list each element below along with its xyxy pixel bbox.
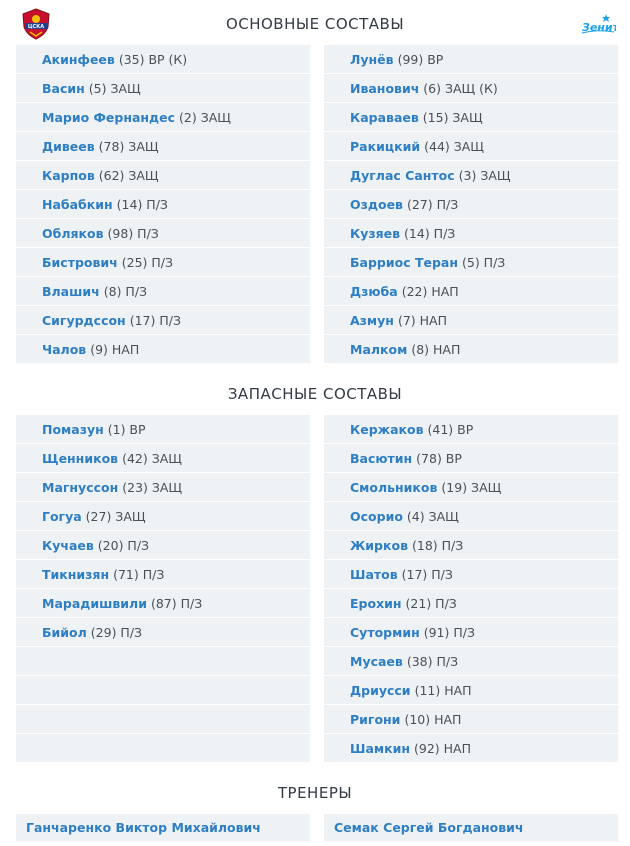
player-name[interactable]: Сигурдссон: [42, 313, 126, 328]
player-meta: (11) НАП: [414, 683, 472, 698]
player-name[interactable]: Обляков: [42, 226, 104, 241]
player-name[interactable]: Осорио: [350, 509, 403, 524]
player-meta: (8) НАП: [411, 342, 461, 357]
player-row[interactable]: [324, 45, 618, 74]
svg-text:Зенит: Зенит: [582, 21, 616, 34]
starting-lineups-title: ОСНОВНЫЕ СОСТАВЫ: [225, 15, 405, 33]
coach-home-name: Ганчаренко Виктор Михайлович: [26, 820, 261, 835]
player-name[interactable]: Гогуа: [42, 509, 82, 524]
player-row[interactable]: [16, 45, 310, 74]
player-name[interactable]: Магнуссон: [42, 480, 119, 495]
player-meta: (9) НАП: [90, 342, 140, 357]
player-meta: (18) П/З: [412, 538, 464, 553]
player-row[interactable]: [324, 415, 618, 444]
player-name[interactable]: Акинфеев: [42, 52, 115, 67]
player-row[interactable]: [324, 306, 618, 335]
player-row: [16, 676, 310, 705]
player-row[interactable]: [16, 248, 310, 277]
player-meta: (17) П/З: [401, 567, 453, 582]
player-name[interactable]: Ригони: [350, 712, 401, 727]
player-row[interactable]: [16, 415, 310, 444]
player-meta: (4) ЗАЩ: [406, 509, 459, 524]
player-name[interactable]: Помазун: [42, 422, 104, 437]
starting-home-list: [16, 45, 310, 364]
player-row[interactable]: [324, 473, 618, 502]
player-row[interactable]: [324, 190, 618, 219]
player-name[interactable]: Дивеев: [42, 139, 95, 154]
player-name[interactable]: Дриусси: [350, 683, 411, 698]
player-name[interactable]: Васин: [42, 81, 85, 96]
player-name[interactable]: Оздоев: [350, 197, 403, 212]
player-meta: (98) П/З: [107, 226, 159, 241]
player-meta: (5) ЗАЩ: [88, 81, 141, 96]
player-row[interactable]: [16, 306, 310, 335]
player-row[interactable]: [324, 132, 618, 161]
player-row[interactable]: [16, 132, 310, 161]
player-meta: (17) П/З: [129, 313, 181, 328]
player-name[interactable]: Щенников: [42, 451, 119, 466]
player-meta: (87) П/З: [150, 596, 203, 611]
player-row[interactable]: [324, 277, 618, 306]
player-row[interactable]: [324, 618, 618, 647]
player-row[interactable]: [16, 531, 310, 560]
player-name[interactable]: Марио Фернандес: [42, 110, 176, 125]
player-meta: (8) П/З: [103, 284, 148, 299]
zenit-logo-icon: [580, 12, 616, 36]
player-name[interactable]: Дзюба: [350, 284, 398, 299]
player-meta: (7) НАП: [397, 313, 447, 328]
player-meta: (22) НАП: [401, 284, 459, 299]
player-meta: (14) П/З: [116, 197, 168, 212]
player-name[interactable]: Бистрович: [42, 255, 118, 270]
player-meta: (20) П/З: [97, 538, 150, 553]
player-row[interactable]: [16, 74, 310, 103]
player-row: [16, 734, 310, 763]
player-name[interactable]: Мусаев: [350, 654, 403, 669]
player-name[interactable]: Влашич: [42, 284, 100, 299]
player-name[interactable]: Смольников: [350, 480, 438, 495]
player-name[interactable]: Шамкин: [350, 741, 410, 756]
player-name[interactable]: Васютин: [350, 451, 413, 466]
subs-home-list: [16, 415, 310, 763]
player-row[interactable]: [16, 560, 310, 589]
player-name[interactable]: Барриос Теран: [350, 255, 458, 270]
player-meta: (27) ЗАЩ: [85, 509, 146, 524]
player-row[interactable]: [324, 647, 618, 676]
coach-away[interactable]: [324, 814, 618, 841]
player-name[interactable]: Чалов: [42, 342, 87, 357]
player-meta: (5) П/З: [462, 255, 506, 270]
player-name[interactable]: Жирков: [350, 538, 408, 553]
player-name[interactable]: Карпов: [42, 168, 95, 183]
player-row[interactable]: [324, 560, 618, 589]
player-meta: (71) П/З: [113, 567, 165, 582]
player-meta: (14) П/З: [404, 226, 456, 241]
player-name[interactable]: Дуглас Сантос: [350, 168, 455, 183]
player-row[interactable]: [16, 219, 310, 248]
starting-away-list: [324, 45, 618, 364]
player-name[interactable]: Кержаков: [350, 422, 424, 437]
player-meta: (1) ВР: [107, 422, 146, 437]
player-row[interactable]: [324, 676, 618, 705]
player-name[interactable]: Шатов: [350, 567, 398, 582]
player-row[interactable]: [324, 248, 618, 277]
player-meta: (21) П/З: [405, 596, 457, 611]
player-name[interactable]: Бийол: [42, 625, 87, 640]
player-row[interactable]: [16, 502, 310, 531]
player-meta: (3) ЗАЩ: [458, 168, 511, 183]
player-name[interactable]: Кучаев: [42, 538, 94, 553]
player-name[interactable]: Малком: [350, 342, 408, 357]
svg-text:ЦСКА: ЦСКА: [27, 24, 45, 30]
player-meta: (91) П/З: [423, 625, 475, 640]
player-row[interactable]: [16, 589, 310, 618]
coach-home[interactable]: [16, 814, 310, 841]
player-row[interactable]: [324, 531, 618, 560]
player-row[interactable]: [16, 618, 310, 647]
player-meta: (44) ЗАЩ: [424, 139, 484, 154]
player-name[interactable]: Марадишвили: [42, 596, 147, 611]
player-name[interactable]: Кузяев: [350, 226, 401, 241]
player-name[interactable]: Лунёв: [350, 52, 394, 67]
player-meta: (29) П/З: [90, 625, 143, 640]
player-row[interactable]: [324, 589, 618, 618]
player-row[interactable]: [324, 444, 618, 473]
coaches-title: ТРЕНЕРЫ: [277, 784, 353, 802]
player-meta: (10) НАП: [404, 712, 462, 727]
player-meta: (27) П/З: [406, 197, 459, 212]
player-row[interactable]: [16, 190, 310, 219]
player-row: [16, 647, 310, 676]
player-name[interactable]: Иванович: [350, 81, 420, 96]
player-meta: (99) ВР: [397, 52, 444, 67]
subs-away-list: [324, 415, 618, 763]
player-meta: (78) ВР: [416, 451, 462, 466]
player-meta: (78) ЗАЩ: [98, 139, 159, 154]
player-meta: (6) ЗАЩ (К): [423, 81, 498, 96]
substitutes-title: ЗАПАСНЫЕ СОСТАВЫ: [227, 385, 403, 403]
player-name[interactable]: Набабкин: [42, 197, 113, 212]
player-name[interactable]: Азмун: [350, 313, 394, 328]
player-meta: (23) ЗАЩ: [122, 480, 183, 495]
player-name[interactable]: Ерохин: [350, 596, 402, 611]
player-row[interactable]: [324, 74, 618, 103]
player-row[interactable]: [16, 103, 310, 132]
player-meta: (25) П/З: [121, 255, 173, 270]
player-row[interactable]: [16, 335, 310, 364]
player-meta: (2) ЗАЩ: [179, 110, 231, 125]
player-row: [16, 705, 310, 734]
player-row[interactable]: [324, 705, 618, 734]
player-meta: (41) ВР: [427, 422, 474, 437]
player-row[interactable]: [324, 335, 618, 364]
player-meta: (92) НАП: [413, 741, 471, 756]
player-name[interactable]: Ракицкий: [350, 139, 421, 154]
player-name[interactable]: Караваев: [350, 110, 419, 125]
player-meta: (19) ЗАЩ: [441, 480, 502, 495]
player-row[interactable]: [16, 161, 310, 190]
player-row[interactable]: [16, 444, 310, 473]
player-row[interactable]: [324, 502, 618, 531]
coach-away-name: Семак Сергей Богданович: [334, 820, 524, 835]
player-name[interactable]: Тикнизян: [42, 567, 110, 582]
player-meta: (38) П/З: [406, 654, 459, 669]
player-meta: (62) ЗАЩ: [98, 168, 159, 183]
player-row[interactable]: [16, 473, 310, 502]
player-row[interactable]: [324, 734, 618, 763]
player-row[interactable]: [324, 219, 618, 248]
player-row[interactable]: [324, 161, 618, 190]
player-meta: (35) ВР (К): [118, 52, 188, 67]
player-meta: (42) ЗАЩ: [122, 451, 182, 466]
player-row[interactable]: [324, 103, 618, 132]
player-row[interactable]: [16, 277, 310, 306]
player-name[interactable]: Сутормин: [350, 625, 420, 640]
player-meta: (15) ЗАЩ: [422, 110, 483, 125]
